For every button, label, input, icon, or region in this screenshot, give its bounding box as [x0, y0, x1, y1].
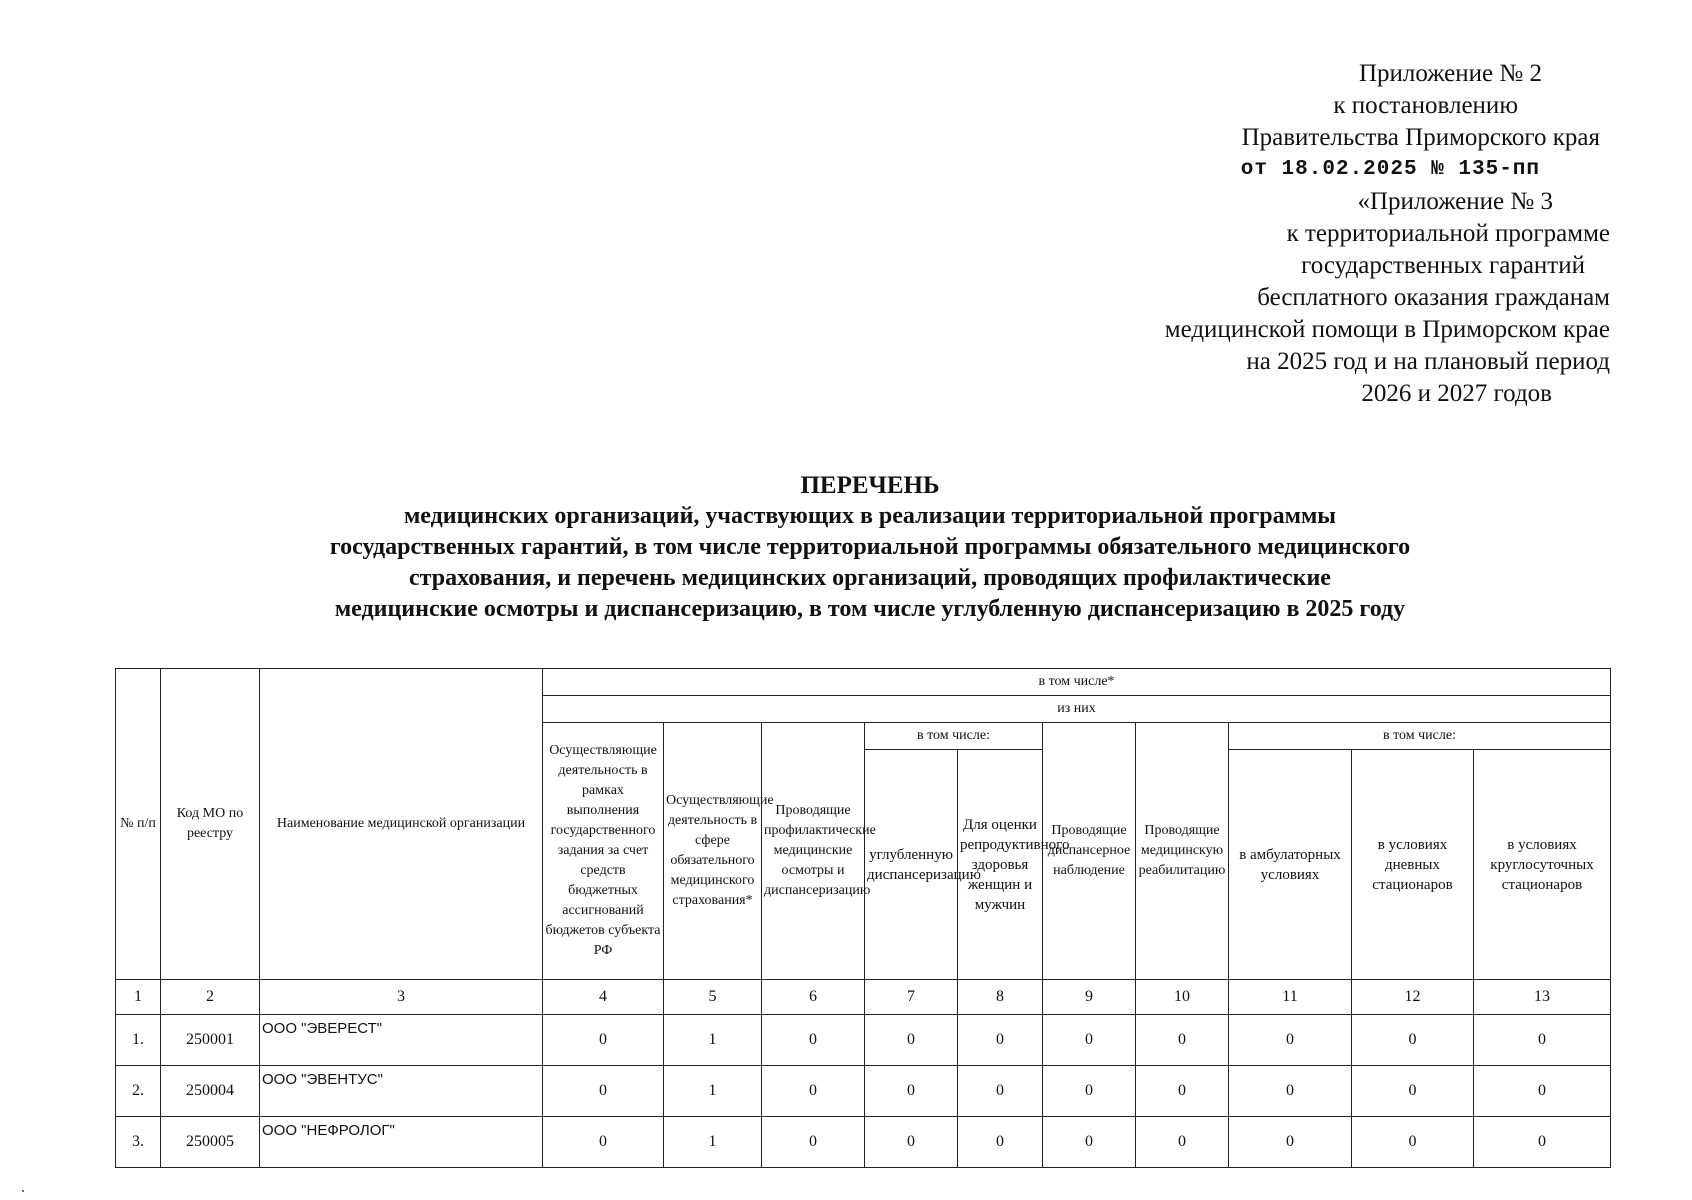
- row-num: 3.: [116, 1117, 161, 1168]
- column-number: 5: [664, 980, 762, 1015]
- row-value: 0: [1352, 1117, 1474, 1168]
- row-num: 2.: [116, 1066, 161, 1117]
- row-value: 0: [1229, 1117, 1352, 1168]
- appendix-line: государственных гарантий: [1301, 252, 1585, 279]
- header-col-10: Проводящие медицинскую реабилитацию: [1136, 723, 1229, 980]
- appendix-line: Приложение № 2: [1358, 60, 1542, 87]
- title-line: медицинские осмотры и диспансеризацию, в том числе углубленную диспансеризацию в 2025 году: [334, 596, 1406, 622]
- title-heading: ПЕРЕЧЕНЬ: [800, 472, 940, 499]
- column-number: 13: [1474, 980, 1611, 1015]
- header-of-them: из них: [543, 696, 1611, 723]
- row-org-name: ООО "ЭВЕРЕСТ": [260, 1015, 543, 1066]
- column-number: 4: [543, 980, 664, 1015]
- row-value: 0: [1474, 1117, 1611, 1168]
- header-col-9: Проводящие диспансерное наблюдение: [1043, 723, 1136, 980]
- appendix-line: к постановлению: [1333, 92, 1518, 119]
- column-number: 11: [1229, 980, 1352, 1015]
- row-value: 0: [762, 1117, 865, 1168]
- row-code: 250001: [161, 1015, 260, 1066]
- table-row: [116, 1066, 1611, 1117]
- row-value: 0: [543, 1015, 664, 1066]
- column-number: 10: [1136, 980, 1229, 1015]
- title-line: страхования, и перечень медицинских организаций, проводящих профилактические: [409, 565, 1331, 591]
- header-including: в том числе*: [543, 669, 1611, 696]
- row-value: 0: [762, 1066, 865, 1117]
- row-org-name: ООО "НЕФРОЛОГ": [260, 1117, 543, 1168]
- column-number: 9: [1043, 980, 1136, 1015]
- row-code: 250004: [161, 1066, 260, 1117]
- header-col-4: Осуществляющие деятельность в рамках выполнения государственного задания за счет средств бюджетных ассигнований бюджетов субъекта РФ: [543, 723, 664, 980]
- row-value: 0: [1352, 1015, 1474, 1066]
- row-value: 0: [543, 1117, 664, 1168]
- row-value: 0: [865, 1015, 958, 1066]
- table-row: [116, 1117, 1611, 1168]
- row-value: 0: [1229, 1015, 1352, 1066]
- table-row: [116, 1015, 1611, 1066]
- appendix-line: «Приложение № 3: [1357, 188, 1553, 215]
- row-value: 0: [1474, 1015, 1611, 1066]
- column-number: 12: [1352, 980, 1474, 1015]
- column-number: 7: [865, 980, 958, 1015]
- header-col-8: Для оценки репродуктивного здоровья женщин и мужчин: [958, 750, 1043, 980]
- scan-speck: [22, 1190, 24, 1192]
- appendix-line: 2026 и 2027 годов: [1361, 380, 1552, 407]
- column-number: 8: [958, 980, 1043, 1015]
- header-name: Наименование медицинской организации: [260, 669, 543, 980]
- row-value: 0: [958, 1117, 1043, 1168]
- row-value: 0: [1043, 1066, 1136, 1117]
- document-title: [110, 470, 1630, 625]
- header-sub-including: в том числе:: [865, 723, 1043, 750]
- row-num: 1.: [116, 1015, 161, 1066]
- column-number: 6: [762, 980, 865, 1015]
- title-line: государственных гарантий, в том числе территориальной программы обязательного медицинского: [329, 534, 1411, 560]
- row-value: 1: [664, 1117, 762, 1168]
- row-value: 0: [958, 1066, 1043, 1117]
- row-value: 0: [1136, 1015, 1229, 1066]
- appendix-line: на 2025 год и на плановый период: [1246, 348, 1610, 375]
- header-col-6: Проводящие профилактические медицинские осмотры и диспансеризацию: [762, 723, 865, 980]
- row-value: 0: [1474, 1066, 1611, 1117]
- header-col-7: углубленную диспансеризацию: [865, 750, 958, 980]
- organizations-table: [115, 668, 1611, 1168]
- row-org-name: ООО "ЭВЕНТУС": [260, 1066, 543, 1117]
- row-value: 0: [958, 1015, 1043, 1066]
- header-sub-including: в том числе:: [1229, 723, 1611, 750]
- column-number: 1: [116, 980, 161, 1015]
- row-value: 0: [1352, 1066, 1474, 1117]
- header-num: № п/п: [116, 669, 161, 980]
- row-code: 250005: [161, 1117, 260, 1168]
- row-value: 0: [865, 1117, 958, 1168]
- row-value: 1: [664, 1015, 762, 1066]
- resolution-stamp: от 18.02.2025 № 135-пп: [1240, 158, 1540, 181]
- title-line: медицинских организаций, участвующих в реализации территориальной программы: [403, 503, 1337, 529]
- header-col-13: в условиях круглосуточных стационаров: [1474, 750, 1611, 980]
- appendix-line: к территориальной программе: [1286, 220, 1610, 247]
- appendix-line: Правительства Приморского края: [1241, 124, 1600, 151]
- row-value: 0: [1229, 1066, 1352, 1117]
- row-value: 0: [1043, 1117, 1136, 1168]
- appendix-line: бесплатного оказания гражданам: [1257, 284, 1610, 311]
- appendix-header: [1050, 58, 1610, 410]
- row-value: 0: [1043, 1015, 1136, 1066]
- column-number: 3: [260, 980, 543, 1015]
- appendix-line: медицинской помощи в Приморском крае: [1164, 316, 1610, 343]
- header-code: Код МО по реестру: [161, 669, 260, 980]
- row-value: 1: [664, 1066, 762, 1117]
- header-col-12: в условиях дневных стационаров: [1352, 750, 1474, 980]
- row-value: 0: [762, 1015, 865, 1066]
- row-value: 0: [1136, 1066, 1229, 1117]
- row-value: 0: [543, 1066, 664, 1117]
- row-value: 0: [865, 1066, 958, 1117]
- row-value: 0: [1136, 1117, 1229, 1168]
- column-number: 2: [161, 980, 260, 1015]
- column-number-row: [116, 980, 1611, 1015]
- header-col-5: Осуществляющие деятельность в сфере обязательного медицинского страхования*: [664, 723, 762, 980]
- header-col-11: в амбулаторных условиях: [1229, 750, 1352, 980]
